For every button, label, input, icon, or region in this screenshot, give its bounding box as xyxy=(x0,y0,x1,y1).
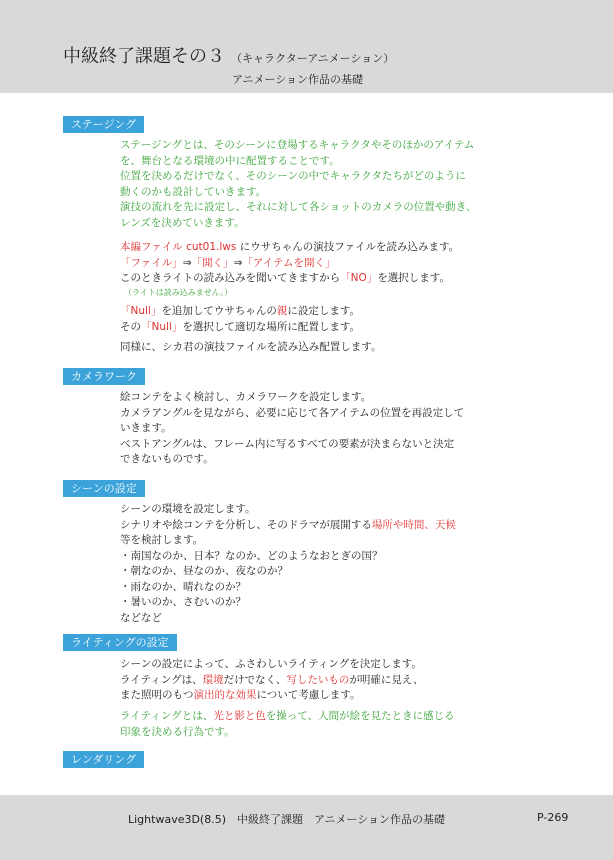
lighting-highlight: 環境 xyxy=(202,673,224,686)
arrow-icon: ⇒ xyxy=(182,256,192,269)
lighting-line xyxy=(120,673,540,689)
staging-intro xyxy=(120,138,540,231)
light-line-post: を選択します。 xyxy=(377,272,450,284)
scene-bullet: ・朝なのか、昼なのか、夜なのか？ xyxy=(120,565,288,577)
staging-intro-line: レンズを決めていきます。 xyxy=(120,216,245,229)
menu-file: 「ファイル」 xyxy=(120,256,183,269)
null-line-2 xyxy=(120,320,540,336)
menu-path xyxy=(120,256,540,272)
lighting-line xyxy=(120,688,540,704)
page-header xyxy=(0,0,613,93)
light-note: （ライトは読み込みません。） xyxy=(124,287,233,297)
lighting-text: ライティングは、 xyxy=(120,673,203,686)
staging-intro-line: 演技の流れを先に設定し、それに対して各ショットのカメラの位置や動き、 xyxy=(120,201,477,213)
scene-line: シーンの環境を設定します。 xyxy=(120,503,256,515)
camera-line: カメラアングルを見ながら、必要に応じて各アイテムの位置を再設定して xyxy=(120,406,465,419)
scene-etc: などなど xyxy=(120,611,162,624)
null-text: を追加してウサちゃんの xyxy=(161,305,277,317)
lighting-highlight: 演出的な効果 xyxy=(193,689,257,701)
null-text-pre: その xyxy=(120,320,141,333)
light-line xyxy=(120,271,540,287)
scene-highlight: 場所や時間、天候 xyxy=(371,518,456,531)
page-title xyxy=(63,42,394,68)
staging-steps xyxy=(120,240,540,299)
staging-intro-line: ステージングとは、そのシーンに登場するキャラクタやそのほかのアイテム xyxy=(120,139,475,151)
camera-line: いきます。 xyxy=(120,422,172,434)
scene-bullet: ・暑いのか、さむいのか？ xyxy=(120,596,246,608)
section-heading-lighting: ライティングの設定 xyxy=(63,634,177,651)
camera-line: 絵コンテをよく検討し、カメラワークを設定します。 xyxy=(120,391,372,403)
lighting-def-text: を操って、人間が絵を見たときに感じる xyxy=(265,710,455,722)
section-heading-rendering: レンダリング xyxy=(63,751,144,768)
footer-title: Lightwave3D(8.5) 中級終了課題 アニメーション作品の基礎 xyxy=(128,813,446,826)
lighting-text: が明確に見え、 xyxy=(349,673,424,686)
scene-bullet: ・雨なのか、晴れなのか？ xyxy=(120,580,246,593)
staging-intro-line: を、舞台となる環境の中に配置することです。 xyxy=(120,154,340,167)
lighting-def-line xyxy=(120,709,540,725)
scene-body xyxy=(120,502,540,626)
camera-line: ベストアングルは、フレーム内に写るすべての要素が決まらないと決定 xyxy=(120,437,455,450)
camera-body xyxy=(120,390,540,468)
menu-open-item: 「アイテムを開く」 xyxy=(242,256,336,269)
null-steps xyxy=(120,304,540,335)
page-footer xyxy=(0,795,613,860)
page-title-sub: （キャラクターアニメーション） xyxy=(231,52,395,65)
page-title-main: 中級終了課題その３ xyxy=(63,46,225,67)
lighting-text: について考慮します。 xyxy=(256,689,361,701)
null-line-1 xyxy=(120,304,540,320)
staging-file-line xyxy=(120,240,540,256)
lighting-def-highlight: 光と影と色 xyxy=(213,710,266,722)
staging-intro-line: 動くのかも設計していきます。 xyxy=(120,185,267,198)
page-subtitle: アニメーション作品の基礎 xyxy=(232,73,364,86)
page-number: P-269 xyxy=(537,811,569,824)
file-name: 本編ファイル cut01.lws xyxy=(120,241,237,253)
scene-line: 等を検討します。 xyxy=(120,534,204,546)
lighting-def-line: 印象を決める行為です。 xyxy=(120,725,235,738)
parent-word: 親 xyxy=(276,305,288,317)
scene-line-text: シナリオや絵コンテを分析し、そのドラマが展開する xyxy=(120,518,372,531)
lighting-def-text: ライティングとは、 xyxy=(120,710,214,722)
null-text: を選択して適切な場所に配置します。 xyxy=(182,320,361,333)
shika-line: 同様に、シカ君の演技ファイルを読み込み配置します。 xyxy=(120,341,382,353)
lighting-text: だけでなく、 xyxy=(223,673,287,686)
null-label: 「Null」 xyxy=(141,320,183,333)
null-text-post: に設定します。 xyxy=(287,305,361,317)
section-heading-scene: シーンの設定 xyxy=(63,480,145,497)
light-no: 「NO」 xyxy=(340,272,378,284)
lighting-body xyxy=(120,657,540,704)
camera-line: できないものです。 xyxy=(120,453,214,465)
lighting-highlight: 写したいもの xyxy=(286,673,350,686)
staging-intro-line: 位置を決めるだけでなく、そのシーンの中でキャラクタたちがどのように xyxy=(120,170,466,182)
lighting-line: シーンの設定によって、ふさわしいライティングを決定します。 xyxy=(120,658,422,670)
scene-line xyxy=(120,518,540,534)
menu-open: 「開く」 xyxy=(191,256,234,269)
scene-bullet: ・南国なのか、日本？なのか、どのようなおとぎの国？ xyxy=(120,549,383,562)
file-line-text: にウサちゃんの演技ファイルを読み込みます。 xyxy=(236,241,460,253)
section-heading-camera: カメラワーク xyxy=(63,368,145,385)
arrow-icon: ⇒ xyxy=(233,256,243,269)
lighting-definition xyxy=(120,709,540,740)
light-line-text: このときライトの読み込みを聞いてきますから xyxy=(120,272,341,284)
section-heading-staging: ステージング xyxy=(63,116,144,133)
lighting-text: また照明のもつ xyxy=(120,689,194,701)
null-label: 「Null」 xyxy=(120,305,162,317)
